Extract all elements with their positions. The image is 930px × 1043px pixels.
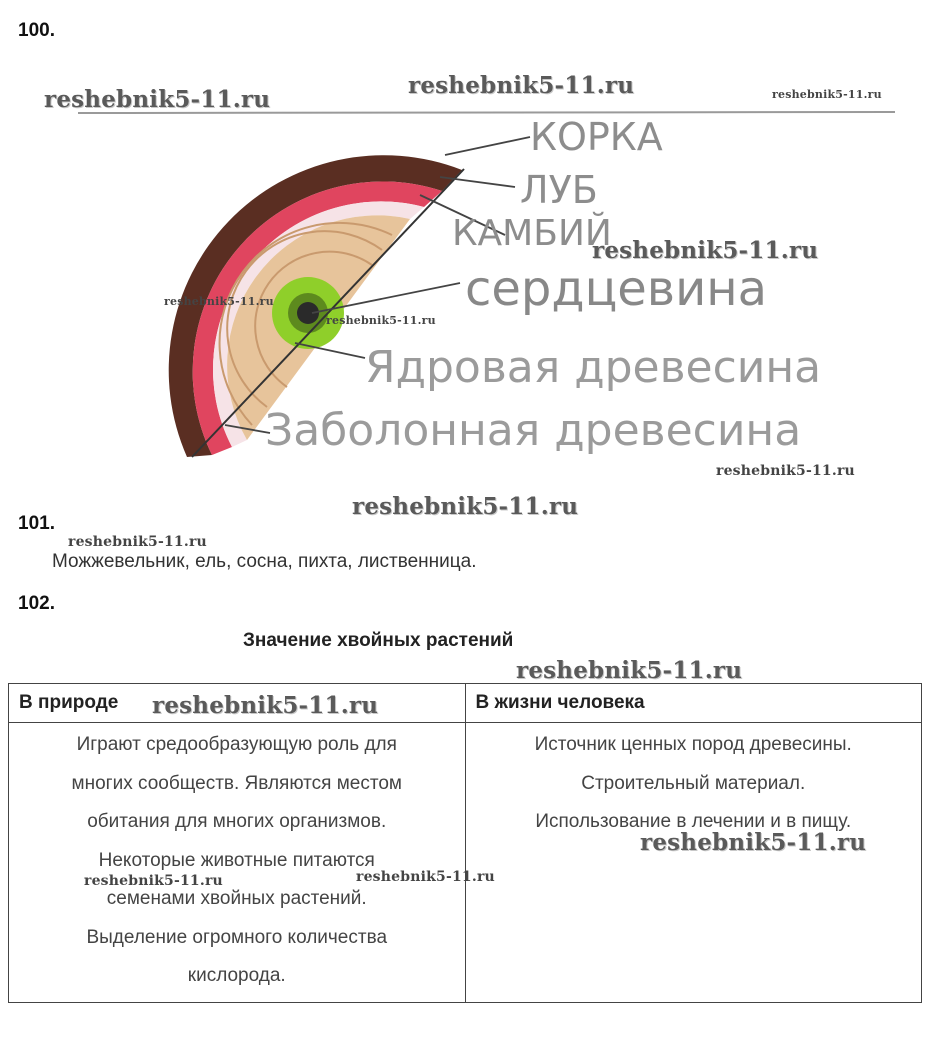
human-line: Использование в лечении и в пищу. bbox=[535, 811, 852, 832]
watermark: reshebnik5-11.ru bbox=[592, 237, 819, 264]
nature-line: семенами хвойных растений. bbox=[106, 888, 367, 909]
task-number-100: 100. bbox=[18, 20, 55, 41]
label-cambium: КАМБИЙ bbox=[452, 213, 612, 254]
nature-cell bbox=[9, 723, 466, 1003]
watermark: reshebnik5-11.ru bbox=[356, 869, 495, 885]
human-line: Строительный материал. bbox=[581, 772, 806, 794]
tree-cross-section-diagram bbox=[60, 95, 900, 480]
table-row bbox=[9, 723, 922, 1003]
nature-line: Выделение огромного количества bbox=[86, 926, 388, 948]
watermark: reshebnik5-11.ru bbox=[516, 657, 743, 684]
watermark: reshebnik5-11.ru bbox=[640, 829, 867, 856]
watermark: reshebnik5-11.ru bbox=[164, 295, 274, 308]
watermark: reshebnik5-11.ru bbox=[44, 86, 271, 113]
nature-line: кислорода. bbox=[187, 965, 286, 986]
watermark: reshebnik5-11.ru bbox=[326, 314, 436, 327]
human-cell bbox=[465, 723, 922, 1003]
human-line: Источник ценных пород древесины. bbox=[534, 734, 852, 755]
header-human: В жизни человека bbox=[465, 684, 922, 723]
nature-line: Играют средообразующую роль для bbox=[76, 734, 397, 755]
nature-line: обитания для многих организмов. bbox=[87, 811, 387, 832]
task-101-answer: Можжевельник, ель, сосна, пихта, лиственница. bbox=[52, 551, 477, 572]
task-number-102: 102. bbox=[18, 593, 55, 614]
leader-line-bark bbox=[445, 137, 530, 155]
label-pith: сердцевина bbox=[465, 261, 768, 317]
table-caption: Значение хвойных растений bbox=[243, 630, 514, 651]
watermark: reshebnik5-11.ru bbox=[772, 88, 882, 101]
watermark: reshebnik5-11.ru bbox=[352, 493, 579, 520]
watermark: reshebnik5-11.ru bbox=[84, 873, 223, 889]
watermark: reshebnik5-11.ru bbox=[68, 534, 207, 550]
label-heartwood: Ядровая древесина bbox=[365, 342, 822, 393]
label-bark: КОРКА bbox=[530, 115, 663, 159]
label-sapwood: Заболонная древесина bbox=[265, 405, 802, 456]
watermark: reshebnik5-11.ru bbox=[152, 692, 379, 719]
label-phloem: ЛУБ bbox=[520, 168, 598, 212]
nature-line: Некоторые животные питаются bbox=[98, 849, 375, 871]
task-number-101: 101. bbox=[18, 513, 55, 534]
watermark: reshebnik5-11.ru bbox=[408, 72, 635, 99]
table-header-row bbox=[9, 684, 922, 723]
nature-line: многих сообществ. Являются местом bbox=[71, 772, 402, 794]
header-nature: В природе bbox=[9, 684, 466, 723]
watermark: reshebnik5-11.ru bbox=[716, 463, 855, 479]
